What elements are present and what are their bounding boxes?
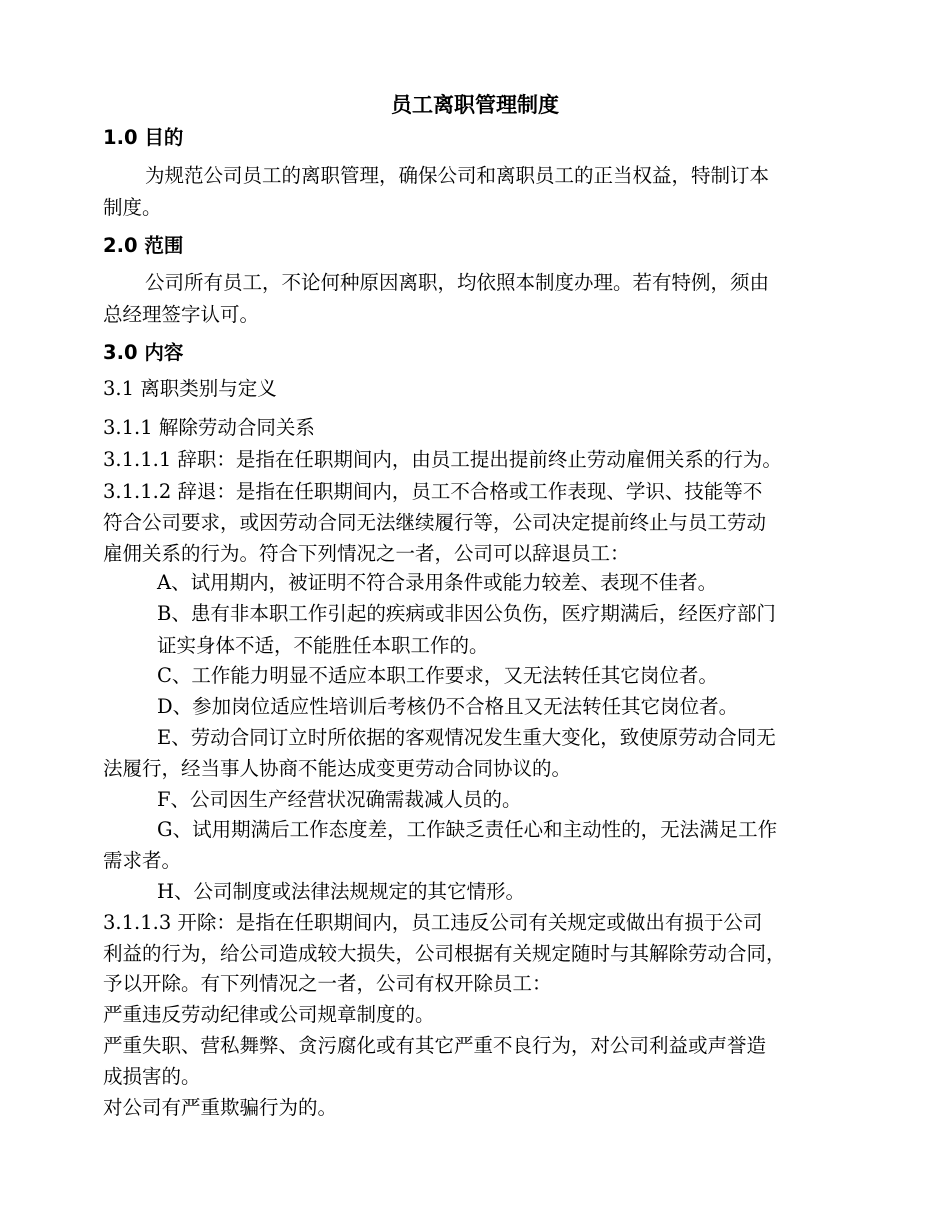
expulsion-case-2-line-2: 成损害的。 (103, 1065, 201, 1088)
expulsion-case-1: 严重违反劳动纪律或公司规章制度的。 (103, 1003, 435, 1026)
clause-expulsion-line-2: 利益的行为，给公司造成较大损失，公司根据有关规定随时与其解除劳动合同， (103, 942, 786, 965)
clause-expulsion-line-1: 3.1.1.3 开除：是指在任职期间内，员工违反公司有关规定或做出有损于公司 (103, 911, 763, 934)
list-item-b-line-1: B、患有非本职工作引起的疾病或非因公负伤，医疗期满后，经医疗部门 (157, 602, 776, 625)
list-item-b-line-2: 证实身体不适，不能胜任本职工作的。 (157, 634, 489, 657)
section-heading-scope: 2.0 范围 (103, 234, 184, 257)
list-item-f: F、公司因生产经营状况确需裁减人员的。 (157, 788, 522, 811)
list-item-e-line-2: 法履行，经当事人协商不能达成变更劳动合同协议的。 (103, 757, 572, 780)
document-title: 员工离职管理制度 (391, 93, 559, 117)
list-item-e-line-1: E、劳动合同订立时所依据的客观情况发生重大变化，致使原劳动合同无 (157, 726, 776, 749)
list-item-c: C、工作能力明显不适应本职工作要求，又无法转任其它岗位者。 (157, 664, 718, 687)
subsection-3-1-1: 3.1.1 解除劳动合同关系 (103, 416, 315, 439)
purpose-paragraph-line-2: 制度。 (103, 196, 162, 219)
expulsion-case-2-line-1: 严重失职、营私舞弊、贪污腐化或有其它严重不良行为，对公司利益或声誉造 (103, 1034, 767, 1057)
clause-dismissal-line-1: 3.1.1.2 辞退：是指在任职期间内，员工不合格或工作表现、学识、技能等不 (103, 480, 763, 503)
expulsion-case-3: 对公司有严重欺骗行为的。 (103, 1096, 338, 1119)
subsection-3-1: 3.1 离职类别与定义 (103, 377, 277, 400)
clause-dismissal-line-3: 雇佣关系的行为。符合下列情况之一者，公司可以辞退员工： (103, 542, 630, 565)
section-heading-purpose: 1.0 目的 (103, 126, 184, 149)
purpose-paragraph-line-1: 为规范公司员工的离职管理，确保公司和离职员工的正当权益，特制订本 (145, 164, 770, 187)
list-item-h: H、公司制度或法律法规规定的其它情形。 (157, 880, 526, 903)
list-item-g-line-2: 需求者。 (103, 849, 182, 872)
scope-paragraph-line-1: 公司所有员工，不论何种原因离职，均依照本制度办理。若有特例，须由 (145, 271, 770, 294)
section-heading-content: 3.0 内容 (103, 341, 184, 364)
clause-dismissal-line-2: 符合公司要求，或因劳动合同无法继续履行等，公司决定提前终止与员工劳动 (103, 511, 767, 534)
list-item-a: A、试用期内，被证明不符合录用条件或能力较差、表现不佳者。 (157, 571, 718, 594)
clause-resignation: 3.1.1.1 辞职：是指在任职期间内，由员工提出提前终止劳动雇佣关系的行为。 (103, 448, 782, 471)
list-item-g-line-1: G、试用期满后工作态度差，工作缺乏责任心和主动性的，无法满足工作 (157, 818, 778, 841)
list-item-d: D、参加岗位适应性培训后考核仍不合格且又无法转任其它岗位者。 (157, 695, 739, 718)
scope-paragraph-line-2: 总经理签字认可。 (103, 303, 260, 326)
clause-expulsion-line-3: 予以开除。有下列情况之一者，公司有权开除员工： (103, 972, 552, 995)
